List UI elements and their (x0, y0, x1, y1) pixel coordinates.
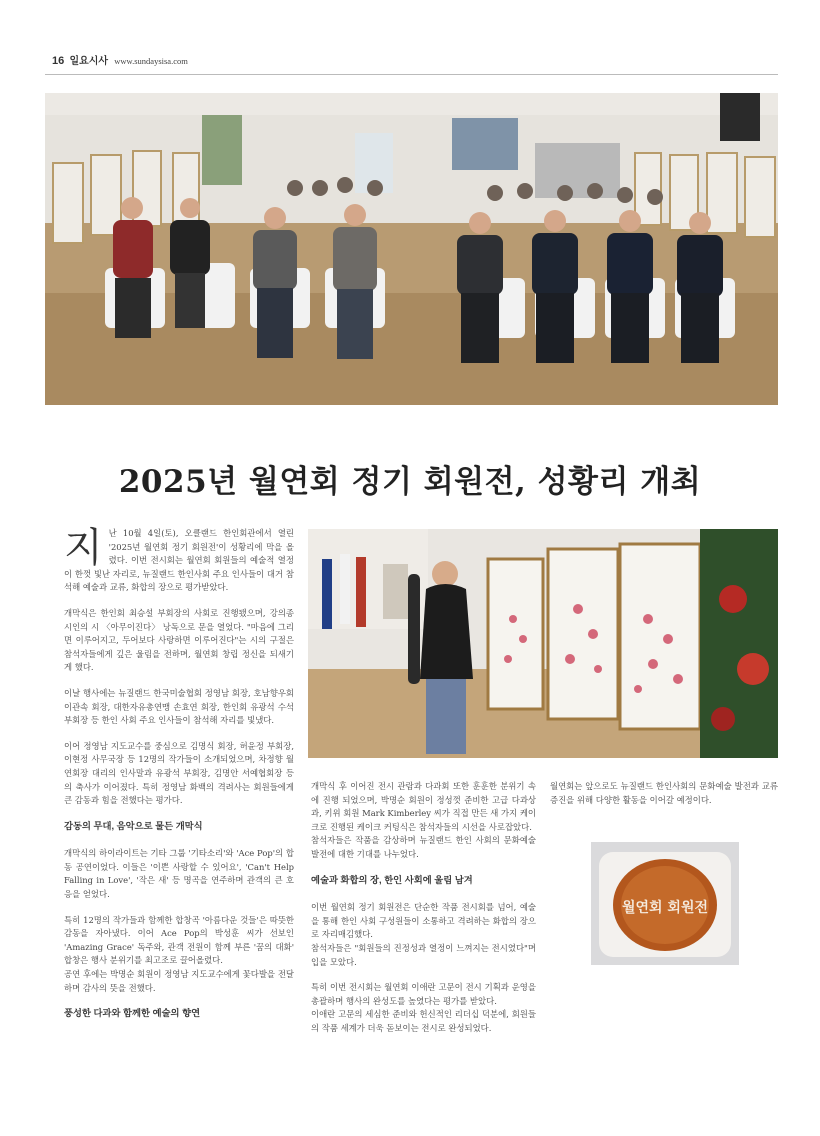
subheading: 풍성한 다과와 함께한 예술의 향연 (64, 1008, 201, 1019)
paragraph: 개막식은 한인회 최승설 부회장의 사회로 진행됐으며, 강의종 시인의 시 〈아무이진다〉 낭독으로 문을 열었다. "마음에 그리면 이루어지고, 두어보다 사랑하면 이루어진다"는 시의 구절은 참석자들에게 깊은 울림을 전하며, 월연회 창립 정신을 되새기게 했다. (64, 607, 294, 673)
cake-photo (591, 842, 739, 965)
subheading: 예술과 화합의 장, 한인 사회에 울림 남겨 (311, 874, 473, 885)
paragraph: 특히 12명의 작가들과 함께한 합창곡 '아름다운 것들'은 따뜻한 감동을 자아냈다. 이어 Ace Pop의 박성훈 씨가 선보인 'Amazing Grace' 독주와, 관객 전원이 함께 부른 '꿈의 대화' 합창은 행사 분위기를 최고조로 끌어올렸다. (64, 914, 294, 966)
group-photo (45, 93, 778, 405)
header-rule (45, 74, 778, 75)
page-number: 16 (52, 55, 65, 67)
paragraph: 참석자들은 작품을 감상하며 뉴질랜드 한인 사회의 문화예술 발전에 대한 기대를 나누었다. (311, 835, 536, 859)
dropcap: 지 (64, 525, 103, 571)
paragraph: 이애란 고문의 세심한 준비와 헌신적인 리더십 덕분에, 회원들의 작품 세계가 더욱 돋보이는 전시로 완성되었다. (311, 1009, 536, 1033)
paragraph (64, 527, 294, 595)
paragraph-text: 난 10월 4일(토), 오클랜드 한인회관에서 열린 '2025년 월연회 정기 회원전'이 성황리에 막을 올렸다. 이번 전시회는 월연회 회원들의 예술적 열정이 한껏 빛난 자리로, 뉴질랜드 한인사회 주요 인사들이 대거 참석해 예술과 교류, 화합의 장으로 평가받았다. (64, 528, 294, 593)
article-column-1 (64, 527, 294, 1035)
article-column-2 (311, 780, 536, 1048)
publication-name: 일요시사 (69, 56, 109, 67)
article-headline: 2025년 월연회 정기 회원전, 성황리 개최 (118, 463, 702, 500)
paragraph: 공연 후에는 박명순 회원이 정영남 지도교수에게 꽃다발을 전달하며 감사의 뜻을 전했다. (64, 969, 294, 993)
exhibition-photo (308, 529, 778, 758)
article-column-3 (550, 780, 778, 819)
paragraph: 이어 정영남 지도교수를 중심으로 김명식 회장, 허윤정 부회장, 이현정 사무국장 등 12명의 작가들이 소개되었으며, 차정향 월연회장 대리의 인사말과 유광석 부회장, 김명안 서예협회장 등의 축사가 이어졌다. 특히 정영남 화백의 격려사는 회원들에게 큰 감동과 힘을 전했다는 평가다. (64, 740, 294, 806)
paragraph: 개막식 후 이어진 전시 관람과 다과회 또한 훈훈한 분위기 속에 진행 되었으며, 박명순 회원이 정성껏 준비한 고급 다과상과, 키위 회원 Mark Kimberley 씨가 직접 만든 새 가지 케이크로 진행된 케이크 커팅식은 참석자들의 시선을 사로잡았다. (311, 781, 536, 832)
paragraph: 이날 행사에는 뉴질랜드 한국미술협회 정영남 회장, 호남향우회 이관속 회장, 대한자유총연맹 손효연 회장, 한인회 유광석 수석부회장 등 한인 사회 주요 인사들이 참석해 자리를 빛냈다. (64, 687, 294, 726)
paragraph: 이번 월연회 정기 회원전은 단순한 작품 전시회를 넘어, 예술을 통해 한인 사회 구성원들이 소통하고 격려하는 화합의 장으로 자리매김했다. (311, 902, 536, 940)
paragraph: 참석자들은 "회원들의 진정성과 열정이 느껴지는 전시였다"며 입을 모았다. (311, 942, 536, 967)
cake-inscription: 월연회 회원전 (621, 900, 709, 916)
subheading: 감동의 무대, 음악으로 물든 개막식 (64, 820, 203, 831)
publication-url: www.sundaysisa.com (114, 56, 188, 66)
paragraph: 특히 이번 전시회는 월연회 이애란 고문이 전시 기획과 운영을 총괄하며 행사의 완성도를 높였다는 평가를 받았다. (311, 982, 536, 1006)
paragraph: 월연회는 앞으로도 뉴질랜드 한인사회의 문화예술 발전과 교류 증진을 위해 다양한 활동을 이어갈 예정이다. (550, 781, 778, 805)
paragraph: 개막식의 하이라이트는 기타 그룹 '기타소리'와 'Ace Pop'의 합동 공연이었다. 이들은 '이쁜 사랑할 수 있어요', 'Can't Help Falling in Love', '작은 새' 등 명곡을 연주하며 관객의 큰 호응을 얻었다. (64, 848, 294, 900)
page-header (52, 52, 188, 67)
